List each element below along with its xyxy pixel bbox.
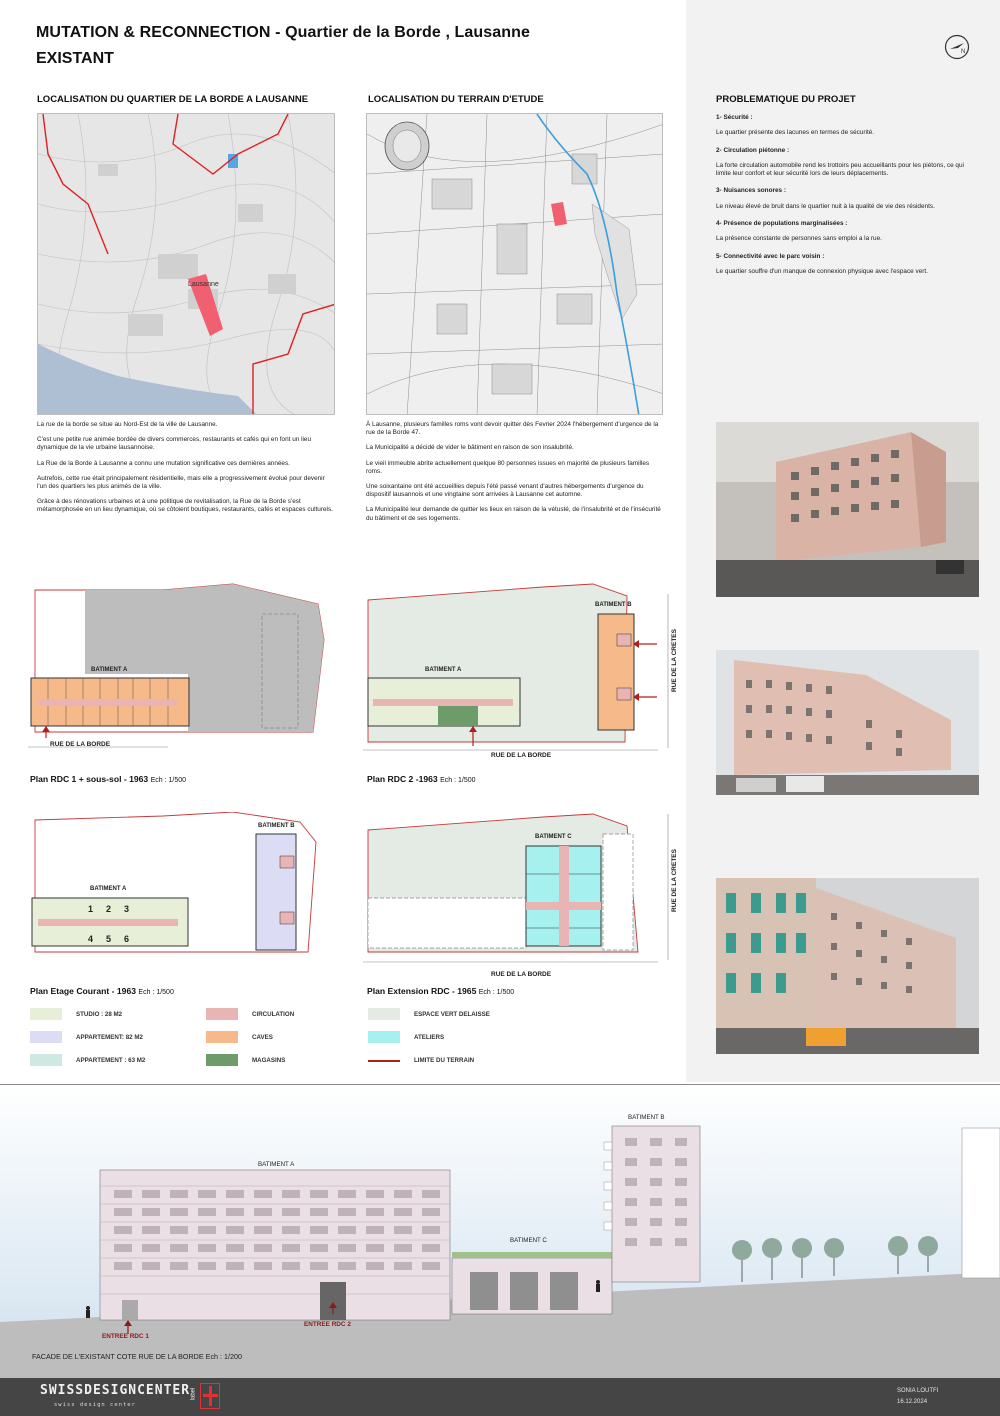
logo-text: SWISSDESIGNCENTER xyxy=(40,1383,191,1398)
elev-bat-a: BATIMENT A xyxy=(258,1161,295,1168)
plan1-scale: Ech : 1/500 xyxy=(150,777,187,784)
plan3-room-number: 3 xyxy=(124,904,130,914)
date: 16.12.2024 xyxy=(897,1399,928,1405)
plan3-bat-a: BATIMENT A xyxy=(90,886,127,892)
plan2-bat-b: BATIMENT B xyxy=(595,602,632,608)
plan1-caption xyxy=(30,774,186,784)
section1-paragraph: La rue de la borde se situe au Nord-Est de la ville de Lausanne. xyxy=(37,421,218,428)
plan2-scale: Ech : 1/500 xyxy=(440,777,476,784)
photo-building-1 xyxy=(716,422,979,597)
problem-text: Le quartier souffre d'un manque de connexion physique avec l'espace vert. xyxy=(716,267,928,275)
plan-etage xyxy=(28,812,333,972)
plan-rdc2 xyxy=(363,582,688,767)
plan2-street2: RUE DE LA CRETES xyxy=(671,629,678,692)
problem-text: La présence constante de personnes sans emploi a la rue. xyxy=(716,235,882,243)
plan3-bat-b: BATIMENT B xyxy=(258,823,295,829)
legend-swatch xyxy=(30,1031,62,1043)
plan4-scale: Ech : 1/500 xyxy=(478,989,515,996)
problem-heading: 2- Circulation piétonne : xyxy=(716,146,790,154)
elev-bat-b: BATIMENT B xyxy=(628,1114,665,1121)
plan4-title: Plan Extension RDC - 1965 xyxy=(367,986,477,996)
legend-label: ATELIERS xyxy=(414,1034,445,1041)
plan3-room-number: 4 xyxy=(88,934,94,944)
legend-label: MAGASINS xyxy=(252,1057,286,1064)
plan3-room-number: 5 xyxy=(106,934,112,944)
elev-bat-c: BATIMENT C xyxy=(510,1237,547,1244)
section2-heading: LOCALISATION DU TERRAIN D'ETUDE xyxy=(368,94,544,105)
section1-paragraph: Autrefois, cette rue était principalement résidentielle, mais elle a progressivement évolué pour devenir l'un des quartiers les plus animés de la ville. xyxy=(37,474,325,491)
photo-building-2 xyxy=(716,650,979,795)
legend-label: CIRCULATION xyxy=(252,1011,295,1018)
problem-heading: 4- Présence de populations marginalisées : xyxy=(716,220,848,228)
section2-paragraph: Le vieil immeuble abrite actuellement quelque 80 personnes issues en majorité de plusieurs familles roms. xyxy=(366,459,650,475)
plan4-caption xyxy=(367,986,514,996)
plan3-room-number: 1 xyxy=(88,904,94,914)
page-title: MUTATION & RECONNECTION - Quartier de la Borde , Lausanne xyxy=(36,24,531,41)
plan3-room-number: 2 xyxy=(106,904,112,914)
plan-extension xyxy=(363,812,688,982)
plan4-bat-c: BATIMENT C xyxy=(535,834,572,840)
plan2-title: Plan RDC 2 -1963 xyxy=(367,774,438,784)
logo-subtext: swiss design center xyxy=(54,1402,136,1408)
section1-paragraph: La Rue de la Borde à Lausanne a connu une mutation significative ces dernières années. xyxy=(37,459,290,467)
plan3-room-number: 6 xyxy=(124,934,130,944)
legend-line-swatch xyxy=(368,1060,400,1062)
label-badge xyxy=(200,1383,220,1409)
plan2-caption xyxy=(367,774,476,784)
plan1-title: Plan RDC 1 + sous-sol - 1963 xyxy=(30,774,149,784)
problem-list xyxy=(716,114,978,285)
section2-paragraph: La Municipalité a décidé de vider le bâtiment en raison de son insalubrité. xyxy=(366,444,574,452)
plan1-street: RUE DE LA BORDE xyxy=(50,741,111,748)
footer-logo xyxy=(40,1383,230,1411)
svg-text:N: N xyxy=(961,49,966,55)
legend-swatch xyxy=(206,1008,238,1020)
page-subtitle: EXISTANT xyxy=(36,50,114,67)
section1-paragraph: Grâce à des rénovations urbaines et à une politique de revitalisation, la Rue de la Borde s'est métamorphosée en un lieu dynamique, où se côtoient boutiques, restaurants, cafés et espaces culturels. xyxy=(37,498,333,514)
map-lausanne xyxy=(37,113,335,415)
legend-swatch xyxy=(206,1031,238,1043)
legend-label: ESPACE VERT DELAISSE xyxy=(414,1011,490,1018)
problem-text: Le niveau élevé de bruit dans le quartier nuit à la qualité de vie des résidents. xyxy=(716,202,935,210)
elevation-facade xyxy=(0,1082,1000,1378)
plan3-caption xyxy=(30,986,174,996)
plan-rdc1 xyxy=(28,582,333,757)
problem-text: Le quartier présente des lacunes en termes de sécurité. xyxy=(716,129,875,137)
elev-caption: FACADE DE L'EXISTANT COTE RUE DE LA BORDE Ech : 1/200 xyxy=(32,1352,243,1361)
problem-heading: 5- Connectivité avec le parc voisin : xyxy=(716,252,825,260)
label-cross-h xyxy=(203,1394,218,1397)
problem-text: La forte circulation automobile rend les trottoirs peu accueillants pour les piétons, ce qui limite leur confort et leur sécurité lors de leurs déplacements. xyxy=(716,161,964,178)
plan2-street: RUE DE LA BORDE xyxy=(491,752,552,759)
author: SONIA LOUTFI xyxy=(897,1388,939,1394)
legend-label: STUDIO : 28 M2 xyxy=(76,1011,123,1018)
section3-heading: PROBLEMATIQUE DU PROJET xyxy=(716,94,856,105)
elev-entree-1: ENTREE RDC 1 xyxy=(102,1333,149,1340)
legend-label: APPARTEMENT: 82 M2 xyxy=(76,1034,143,1041)
legend-swatch xyxy=(30,1008,62,1020)
legend-swatch xyxy=(30,1054,62,1066)
photo-building-3 xyxy=(716,878,979,1054)
legend-label: APPARTEMENT : 63 M2 xyxy=(76,1057,146,1064)
section2-paragraph: La Municipalité leur demande de quitter les lieux en raison de la vétusté, de l'insalubrité et de l'insécurité du bâtiment et de ses logements. xyxy=(366,506,661,522)
section1-text xyxy=(37,421,335,522)
problem-heading: 3- Nuisances sonores : xyxy=(716,187,786,195)
plan2-bat-a: BATIMENT A xyxy=(425,667,462,673)
elev-entree-2: ENTREE RDC 2 xyxy=(304,1321,351,1328)
plan4-street2: RUE DE LA CRETES xyxy=(671,849,678,912)
plan4-street: RUE DE LA BORDE xyxy=(491,971,552,978)
section2-paragraph: Une soixantaine ont été accueillies depuis l'été passé venant d'autres hébergements d'urgence du dispositif lausannois et une vingtaine sont arrivées à Lausanne cet automne. xyxy=(366,483,644,499)
legend-swatch xyxy=(368,1031,400,1043)
map-terrain xyxy=(366,113,663,415)
legend-swatch xyxy=(206,1054,238,1066)
plan3-title: Plan Etage Courant - 1963 xyxy=(30,986,137,996)
legend-label: LIMITE DU TERRAIN xyxy=(414,1057,475,1064)
section1-heading: LOCALISATION DU QUARTIER DE LA BORDE A LAUSANNE xyxy=(37,94,309,105)
legend-swatch xyxy=(368,1008,400,1020)
problem-heading: 1- Sécurité : xyxy=(716,114,753,121)
label-text: label xyxy=(190,1387,197,1401)
map-city-label: Lausanne xyxy=(188,281,219,288)
section2-text xyxy=(366,421,663,530)
section2-paragraph: À Lausanne, plusieurs familles roms vont devoir quitter dès Fevrier 2024 l'hébergement d'urgence de la rue de la Borde 47. xyxy=(366,421,659,437)
plan1-bat-a: BATIMENT A xyxy=(91,667,128,673)
section1-paragraph: C'est une petite rue animée bordée de divers commerces, restaurants et cafés qui en font un lieu dynamique de la vie urbaine lausannoise. xyxy=(37,436,312,452)
north-arrow-icon xyxy=(944,34,970,60)
legend-label: CAVES xyxy=(252,1034,273,1041)
plan3-scale: Ech : 1/500 xyxy=(138,989,174,996)
legend xyxy=(30,1008,690,1068)
